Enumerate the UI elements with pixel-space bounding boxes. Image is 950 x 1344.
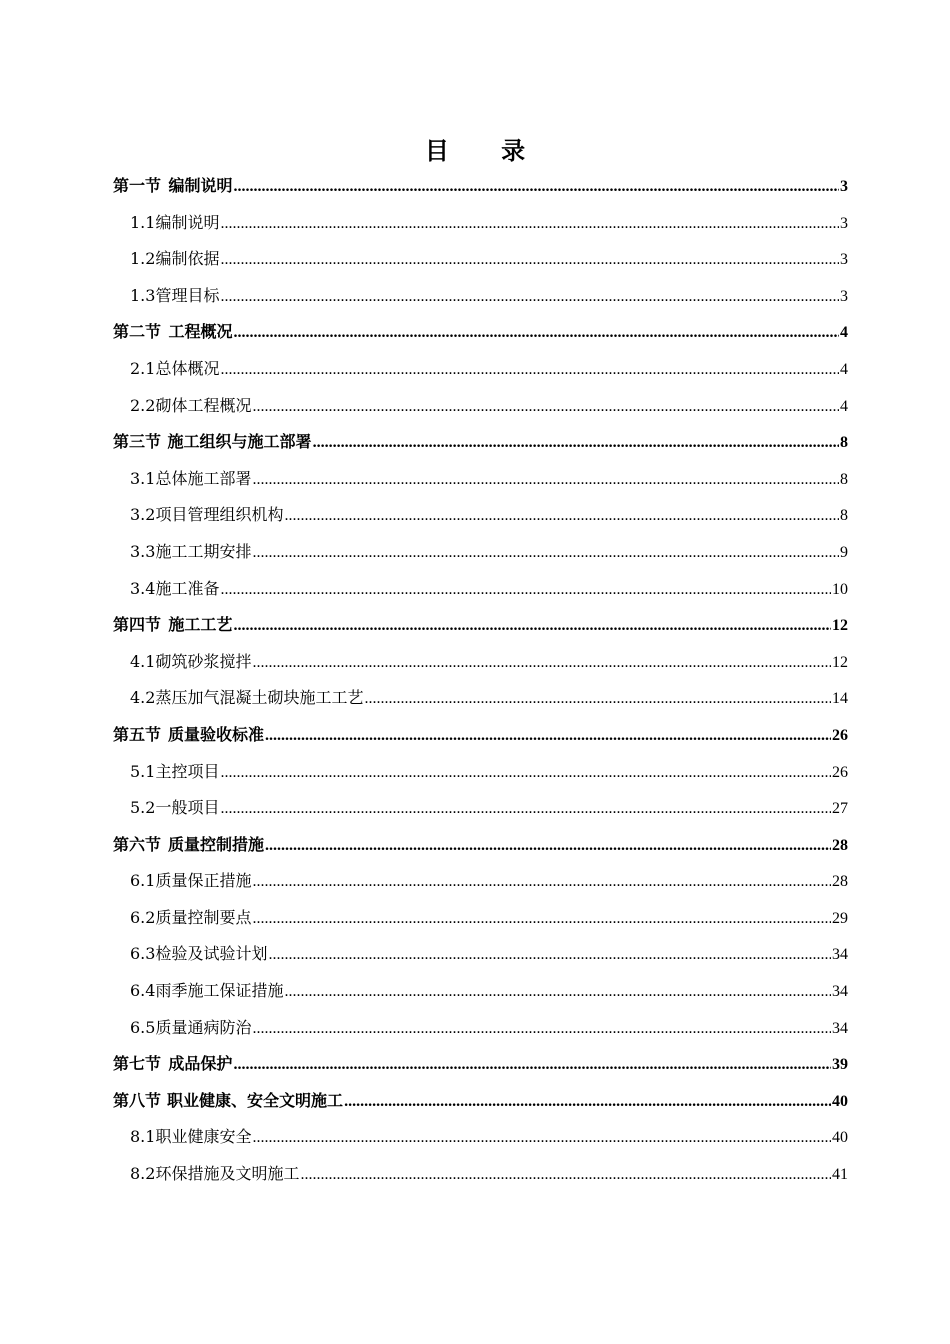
dot-leader	[252, 864, 831, 901]
toc-entry-label: 成品保护	[168, 1054, 233, 1074]
toc-entry-page-number: 3	[840, 251, 848, 269]
toc-entry-page-number: 8	[840, 507, 848, 525]
toc-entry-label: 职业健康安全	[155, 1127, 252, 1147]
toc-entry-page-number: 4	[840, 360, 848, 378]
dot-leader	[220, 279, 839, 316]
toc-subsection-entry[interactable]	[113, 351, 848, 388]
toc-subsection-entry[interactable]	[113, 278, 848, 315]
toc-entry-number: 6.3	[130, 944, 156, 964]
toc-entry-label: 编制依据	[155, 249, 220, 269]
toc-entry-number: 8.1	[130, 1127, 156, 1147]
dot-leader	[234, 169, 839, 206]
toc-section-entry[interactable]	[113, 827, 848, 864]
dot-leader	[252, 901, 831, 938]
toc-entry-label: 一般项目	[155, 798, 220, 818]
toc-subsection-entry[interactable]	[113, 461, 848, 498]
dot-leader	[220, 572, 831, 609]
dot-leader	[265, 718, 831, 755]
toc-subsection-entry[interactable]	[113, 497, 848, 534]
toc-entry-label: 施工工期安排	[155, 541, 252, 561]
toc-entry-number: 5.1	[130, 761, 156, 781]
toc-entry-label: 雨季施工保证措施	[155, 981, 284, 1001]
toc-entry-number: 3.3	[130, 541, 156, 561]
toc-subsection-entry[interactable]	[113, 973, 848, 1010]
dot-leader	[313, 425, 839, 462]
toc-subsection-entry[interactable]	[113, 388, 848, 425]
toc-entry-label: 质量控制要点	[155, 907, 252, 927]
toc-subsection-entry[interactable]	[113, 1010, 848, 1047]
toc-entry-label: 编制说明	[168, 176, 233, 195]
dot-leader	[252, 645, 831, 682]
dot-leader	[344, 1084, 831, 1121]
toc-entry-number: 8.2	[130, 1164, 156, 1184]
dot-leader	[252, 389, 839, 426]
toc-entry-label: 质量验收标准	[168, 724, 265, 744]
toc-subsection-entry[interactable]	[113, 1119, 848, 1156]
toc-entry-label: 总体概况	[155, 358, 220, 378]
dot-leader	[233, 608, 831, 645]
toc-entry-page-number: 10	[832, 580, 848, 598]
toc-entry-label: 检验及试验计划	[155, 944, 268, 964]
toc-entry-page-number: 4	[840, 397, 848, 415]
toc-entry-number: 3.1	[130, 468, 156, 488]
dot-leader	[234, 315, 839, 352]
dot-leader	[252, 462, 839, 499]
toc-entry-label: 砌体工程概况	[155, 395, 252, 415]
toc-title: 目 录	[424, 136, 548, 165]
toc-entry-page-number: 39	[832, 1056, 848, 1074]
dot-leader	[300, 1157, 831, 1194]
toc-entry-label: 管理目标	[155, 285, 220, 305]
toc-section-entry[interactable]	[113, 1046, 848, 1083]
toc-section-entry[interactable]	[113, 424, 848, 461]
dot-leader	[364, 681, 831, 718]
dot-leader	[220, 352, 839, 389]
toc-entry-number: 第一节	[113, 176, 162, 195]
toc-subsection-entry[interactable]	[113, 936, 848, 973]
toc-section-entry[interactable]	[113, 1083, 848, 1120]
toc-entry-label: 砌筑砂浆搅拌	[155, 651, 252, 671]
dot-leader	[220, 791, 831, 828]
toc-entry-number: 6.4	[130, 981, 156, 1001]
toc-entry-page-number: 28	[832, 873, 848, 891]
toc-section-entry[interactable]	[113, 168, 848, 205]
toc-entry-number: 1.2	[130, 249, 156, 269]
toc-entry-page-number: 40	[832, 1129, 848, 1147]
dot-leader	[265, 828, 831, 865]
toc-entry-label: 环保措施及文明施工	[155, 1164, 300, 1184]
toc-subsection-entry[interactable]	[113, 863, 848, 900]
toc-subsection-entry[interactable]	[113, 644, 848, 681]
toc-entry-label: 蒸压加气混凝土砌块施工工艺	[155, 688, 364, 708]
toc-entry-number: 1.1	[130, 212, 156, 232]
toc-entry-page-number: 29	[832, 909, 848, 927]
dot-leader	[220, 242, 839, 279]
dot-leader	[252, 1011, 831, 1048]
toc-entry-page-number: 27	[832, 800, 848, 818]
toc-subsection-entry[interactable]	[113, 571, 848, 608]
toc-entry-label: 项目管理组织机构	[155, 505, 284, 525]
toc-subsection-entry[interactable]	[113, 205, 848, 242]
toc-entry-number: 5.2	[130, 798, 156, 818]
toc-entry-page-number: 4	[840, 324, 848, 342]
toc-entry-page-number: 34	[832, 946, 848, 964]
dot-leader	[220, 206, 839, 243]
toc-subsection-entry[interactable]	[113, 1156, 848, 1193]
toc-subsection-entry[interactable]	[113, 241, 848, 278]
toc-entry-number: 3.4	[130, 578, 156, 598]
toc-entry-number: 2.1	[130, 358, 156, 378]
toc-entry-label: 职业健康、安全文明施工	[167, 1090, 344, 1110]
dot-leader	[252, 535, 839, 572]
toc-entry-page-number: 34	[832, 983, 848, 1001]
toc-entry-number: 4.1	[130, 651, 156, 671]
toc-entry-number: 6.5	[130, 1017, 156, 1037]
toc-entry-label: 质量保正措施	[155, 871, 252, 891]
dot-leader	[284, 974, 831, 1011]
toc-entry-number: 6.2	[130, 907, 156, 927]
toc-entry-number: 4.2	[130, 688, 156, 708]
toc-subsection-entry[interactable]	[113, 534, 848, 571]
toc-entry-number: 第三节	[113, 432, 162, 452]
toc-subsection-entry[interactable]	[113, 680, 848, 717]
toc-section-entry[interactable]	[113, 607, 848, 644]
toc-entry-number: 第六节	[113, 834, 162, 854]
toc-entry-page-number: 34	[832, 1019, 848, 1037]
dot-leader	[220, 755, 831, 792]
toc-entry-number: 第八节	[113, 1090, 162, 1110]
toc-entry-page-number: 14	[832, 690, 848, 708]
toc-entry-label: 总体施工部署	[155, 468, 252, 488]
toc-entry-page-number: 12	[832, 617, 848, 635]
toc-entry-label: 质量控制措施	[168, 834, 265, 854]
toc-entry-number: 2.2	[130, 395, 156, 415]
toc-entry-page-number: 3	[840, 178, 848, 195]
toc-entry-label: 质量通病防治	[155, 1017, 252, 1037]
toc-entry-number: 第四节	[113, 615, 162, 635]
toc-entry-number: 第二节	[113, 322, 162, 342]
toc-entry-page-number: 8	[840, 434, 848, 452]
toc-entry-label: 编制说明	[155, 212, 220, 232]
toc-entry-page-number: 3	[840, 287, 848, 305]
toc-entry-label: 施工组织与施工部署	[167, 432, 312, 452]
toc-entry-page-number: 12	[832, 653, 848, 671]
toc-entry-page-number: 41	[832, 1166, 848, 1184]
toc-entry-number: 6.1	[130, 871, 156, 891]
toc-section-entry[interactable]	[113, 314, 848, 351]
toc-subsection-entry[interactable]	[113, 754, 848, 791]
table-of-contents	[113, 168, 848, 1193]
dot-leader	[268, 937, 831, 974]
dot-leader	[252, 1120, 831, 1157]
dot-leader	[233, 1047, 831, 1084]
toc-entry-page-number: 40	[832, 1092, 848, 1110]
toc-entry-page-number: 3	[840, 214, 848, 232]
toc-entry-number: 1.3	[130, 285, 156, 305]
toc-entry-number: 3.2	[130, 505, 156, 525]
toc-entry-number: 第五节	[113, 724, 162, 744]
toc-entry-label: 主控项目	[155, 761, 220, 781]
toc-entry-number: 第七节	[113, 1054, 162, 1074]
toc-subsection-entry[interactable]	[113, 900, 848, 937]
toc-entry-page-number: 8	[840, 470, 848, 488]
toc-entry-page-number: 9	[840, 543, 848, 561]
toc-entry-label: 工程概况	[168, 322, 233, 342]
toc-subsection-entry[interactable]	[113, 790, 848, 827]
dot-leader	[284, 498, 839, 535]
toc-entry-page-number: 28	[832, 836, 848, 854]
toc-section-entry[interactable]	[113, 717, 848, 754]
toc-entry-label: 施工工艺	[168, 615, 233, 635]
toc-entry-label: 施工准备	[155, 578, 220, 598]
toc-entry-page-number: 26	[832, 726, 848, 744]
toc-entry-page-number: 26	[832, 763, 848, 781]
